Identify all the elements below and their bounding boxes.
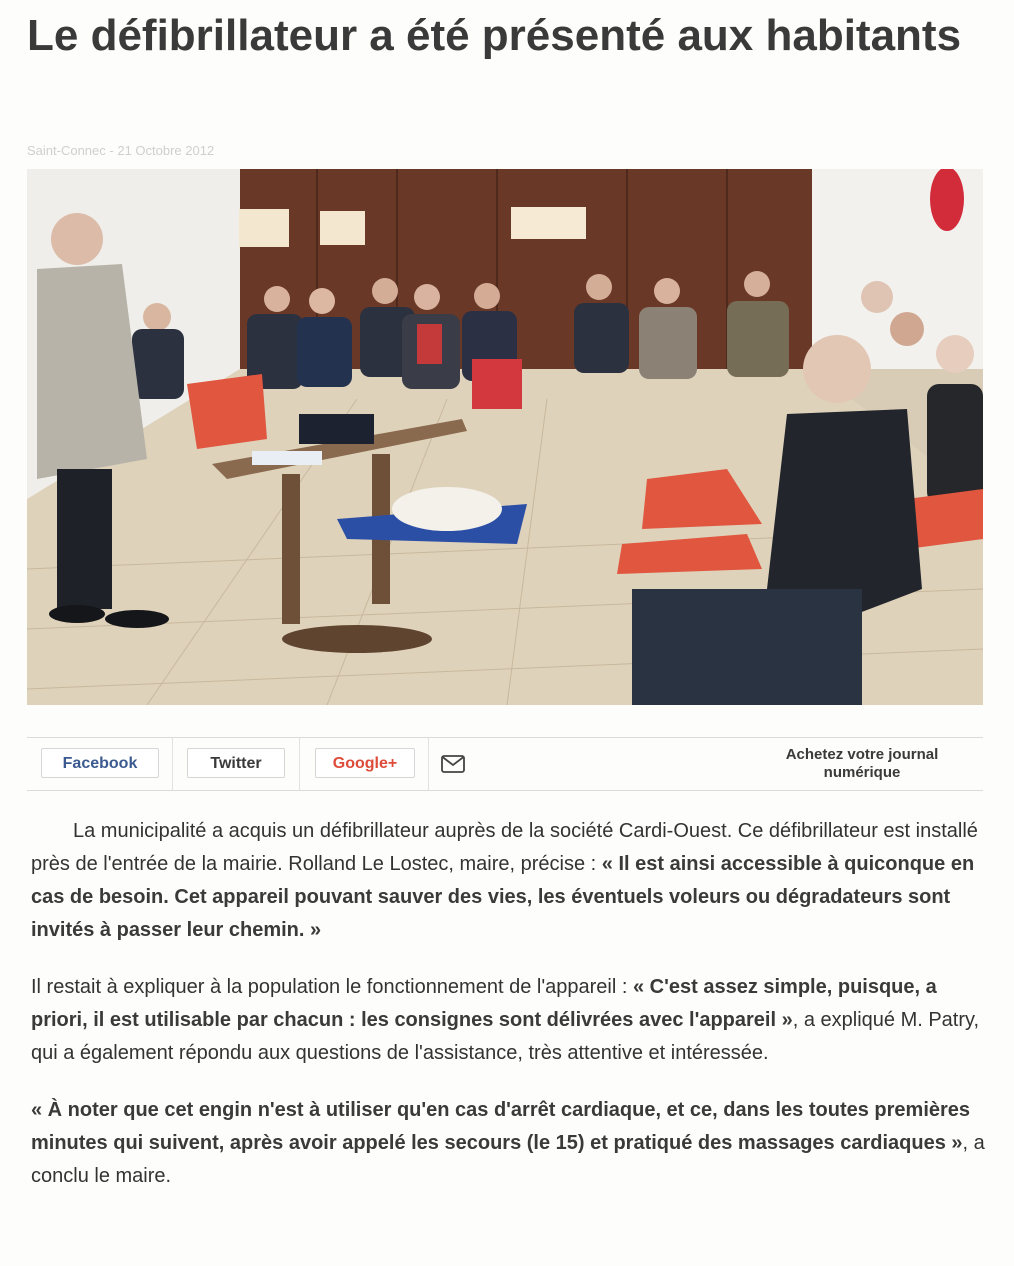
article-photo bbox=[27, 169, 983, 705]
google-plus-share-button[interactable]: Google+ bbox=[315, 748, 415, 778]
envelope-icon[interactable] bbox=[441, 753, 465, 775]
paragraph bbox=[31, 971, 989, 1070]
quote: « À noter que cet engin n'est à utiliser qu'en cas d'arrêt cardiaque, et ce, dans les toutes premières minutes qui suivent, après avoir appelé les secours (le 15) et pratiqué des massages cardiaques » bbox=[31, 1099, 971, 1154]
paragraph bbox=[31, 815, 989, 947]
divider bbox=[172, 738, 173, 790]
paragraph-text: La municipalité a acquis un défibrillateur auprès de la société Cardi-Ouest. Ce défibrillateur est installé près de l'entrée de la mairie. Rolland Le Lostec, maire, précise : bbox=[31, 820, 978, 875]
paragraph-text: , a expliqué M. Patry, qui a également répondu aux questions de l'assistance, très attentive et intéressée. bbox=[31, 1009, 980, 1064]
buy-digital-journal-link[interactable]: Achetez votre journal numérique bbox=[785, 746, 939, 781]
paragraph-text: Il restait à expliquer à la population le fonctionnement de l'appareil : bbox=[31, 976, 633, 998]
divider bbox=[428, 738, 429, 790]
paragraph bbox=[31, 1094, 989, 1193]
article-body bbox=[31, 815, 989, 1217]
dateline bbox=[27, 143, 214, 158]
paragraph-text: , a conclu le maire. bbox=[31, 1132, 985, 1187]
share-bar bbox=[27, 737, 983, 791]
divider bbox=[299, 738, 300, 790]
location: Saint-Connec bbox=[27, 143, 106, 158]
quote: « C'est assez simple, puisque, a priori, il est utilisable par chacun : les consignes sont délivrées avec l'appareil » bbox=[31, 976, 937, 1031]
article-title: Le défibrillateur a été présenté aux habitants bbox=[27, 11, 962, 60]
photo-illustration bbox=[27, 169, 983, 705]
facebook-share-button[interactable]: Facebook bbox=[41, 748, 159, 778]
quote: « Il est ainsi accessible à quiconque en cas de besoin. Cet appareil pouvant sauver des vies, les éventuels voleurs ou dégradateurs sont invités à passer leur chemin. » bbox=[31, 853, 975, 941]
twitter-share-button[interactable]: Twitter bbox=[187, 748, 285, 778]
date-separator: - bbox=[105, 143, 118, 158]
publish-date: 21 Octobre 2012 bbox=[117, 143, 215, 158]
